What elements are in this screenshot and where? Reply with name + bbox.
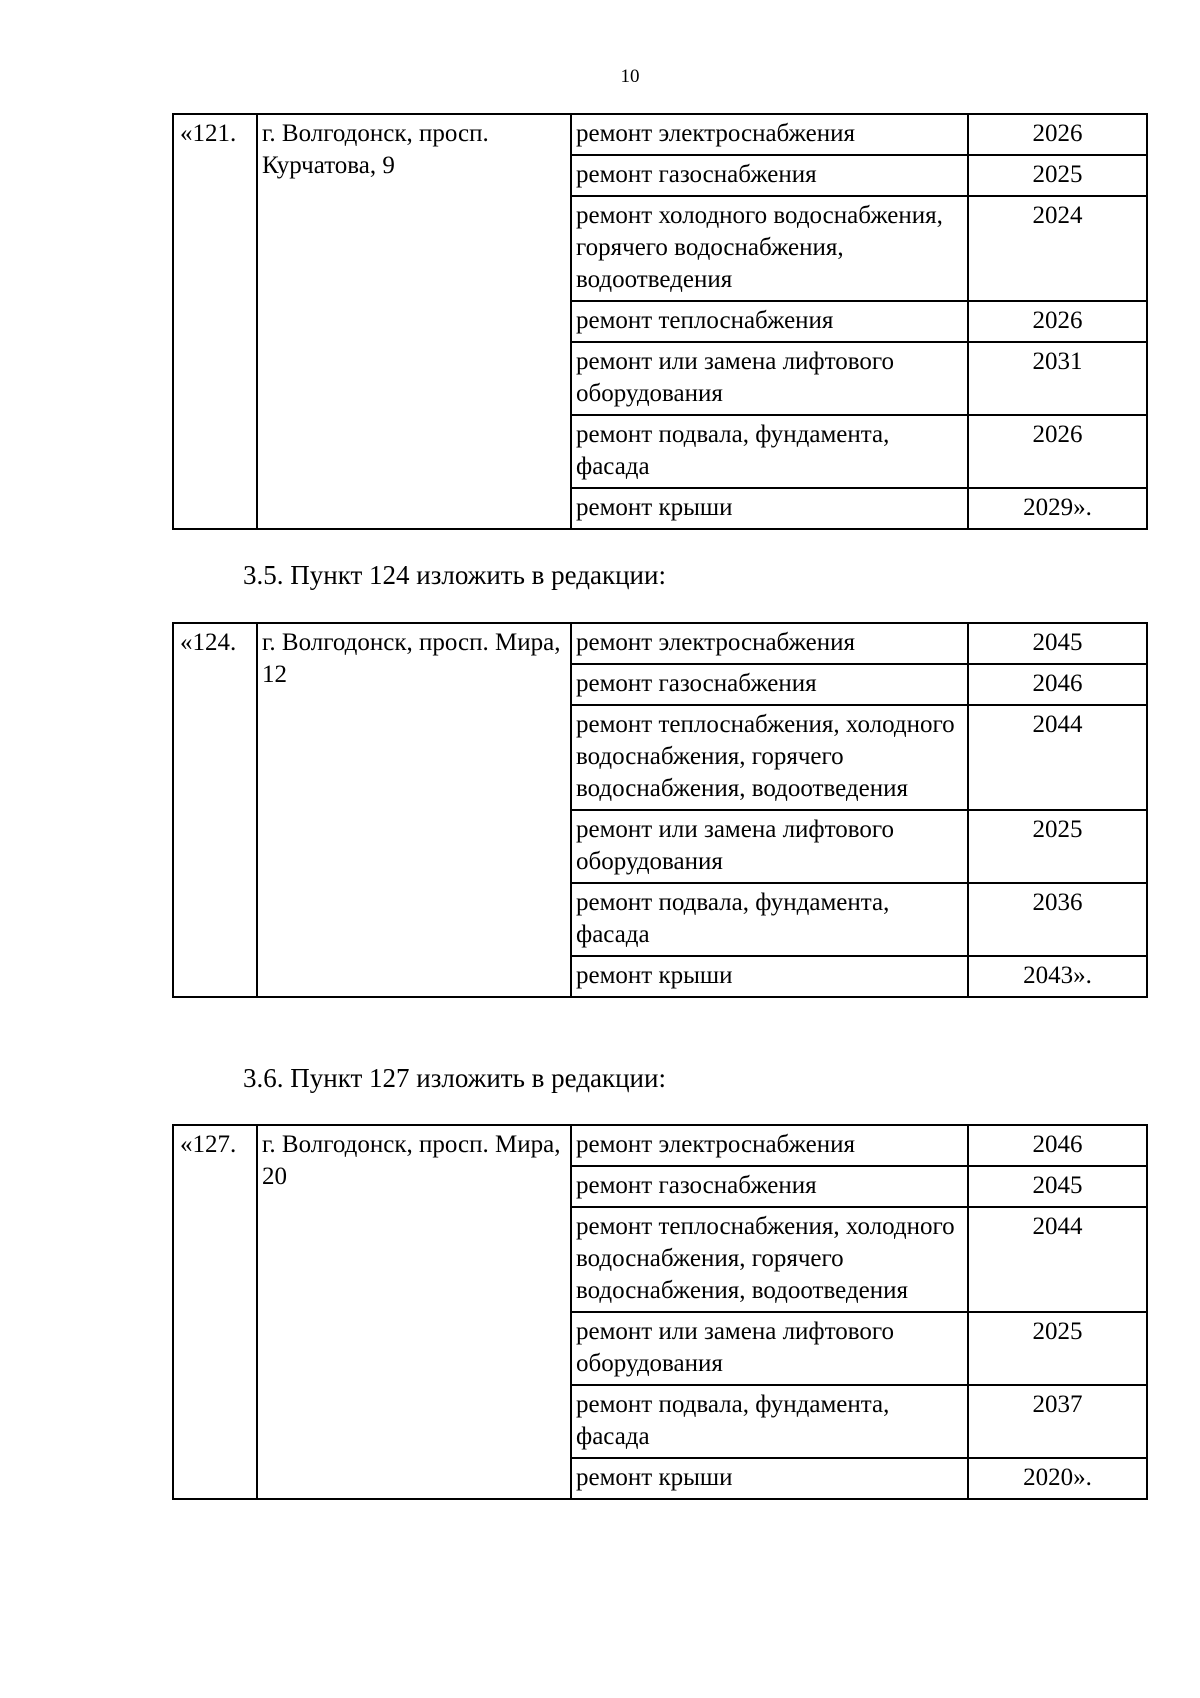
item-number: «124. bbox=[173, 623, 257, 997]
work-year: 2025 bbox=[968, 1312, 1147, 1385]
item-table-121 bbox=[172, 113, 1148, 530]
work-year: 2037 bbox=[968, 1385, 1147, 1458]
work-year: 2026 bbox=[968, 415, 1147, 488]
address-cell: г. Волгодонск, просп. Мира, 12 bbox=[257, 623, 571, 997]
section-heading-3-6: 3.6. Пункт 127 изложить в редакции: bbox=[243, 1063, 666, 1093]
work-name: ремонт или замена лифтового оборудования bbox=[571, 1312, 968, 1385]
work-name: ремонт крыши bbox=[571, 956, 968, 997]
work-year: 2026 bbox=[968, 301, 1147, 342]
work-name: ремонт теплоснабжения, холодного водоснабжения, горячего водоснабжения, водоотведения bbox=[571, 1207, 968, 1312]
address-cell: г. Волгодонск, просп. Мира, 20 bbox=[257, 1125, 571, 1499]
work-name: ремонт холодного водоснабжения, горячего водоснабжения, водоотведения bbox=[571, 196, 968, 301]
work-name: ремонт подвала, фундамента, фасада bbox=[571, 883, 968, 956]
work-name: ремонт или замена лифтового оборудования bbox=[571, 810, 968, 883]
item-table-124 bbox=[172, 622, 1148, 998]
section-heading-3-5: 3.5. Пункт 124 изложить в редакции: bbox=[243, 560, 666, 590]
work-name: ремонт газоснабжения bbox=[571, 664, 968, 705]
work-year: 2044 bbox=[968, 705, 1147, 810]
work-year: 2024 bbox=[968, 196, 1147, 301]
item-table-127 bbox=[172, 1124, 1148, 1500]
work-year: 2036 bbox=[968, 883, 1147, 956]
work-name: ремонт крыши bbox=[571, 1458, 968, 1499]
page-number: 10 bbox=[620, 66, 640, 87]
work-year: 2020». bbox=[968, 1458, 1147, 1499]
work-name: ремонт электроснабжения bbox=[571, 623, 968, 664]
work-year: 2046 bbox=[968, 664, 1147, 705]
work-year: 2045 bbox=[968, 623, 1147, 664]
work-name: ремонт или замена лифтового оборудования bbox=[571, 342, 968, 415]
work-year: 2045 bbox=[968, 1166, 1147, 1207]
work-name: ремонт газоснабжения bbox=[571, 155, 968, 196]
work-year: 2044 bbox=[968, 1207, 1147, 1312]
work-year: 2025 bbox=[968, 155, 1147, 196]
work-year: 2031 bbox=[968, 342, 1147, 415]
item-number: «127. bbox=[173, 1125, 257, 1499]
work-name: ремонт электроснабжения bbox=[571, 114, 968, 155]
work-name: ремонт крыши bbox=[571, 488, 968, 529]
address-cell: г. Волгодонск, просп. Курчатова, 9 bbox=[257, 114, 571, 529]
work-year: 2026 bbox=[968, 114, 1147, 155]
work-year: 2029». bbox=[968, 488, 1147, 529]
work-year: 2046 bbox=[968, 1125, 1147, 1166]
item-number: «121. bbox=[173, 114, 257, 529]
work-name: ремонт электроснабжения bbox=[571, 1125, 968, 1166]
work-name: ремонт газоснабжения bbox=[571, 1166, 968, 1207]
work-name: ремонт подвала, фундамента, фасада bbox=[571, 415, 968, 488]
work-name: ремонт теплоснабжения, холодного водоснабжения, горячего водоснабжения, водоотведения bbox=[571, 705, 968, 810]
work-name: ремонт теплоснабжения bbox=[571, 301, 968, 342]
work-name: ремонт подвала, фундамента, фасада bbox=[571, 1385, 968, 1458]
table-row bbox=[173, 114, 1147, 155]
work-year: 2043». bbox=[968, 956, 1147, 997]
work-year: 2025 bbox=[968, 810, 1147, 883]
table-row bbox=[173, 1125, 1147, 1166]
table-row bbox=[173, 623, 1147, 664]
